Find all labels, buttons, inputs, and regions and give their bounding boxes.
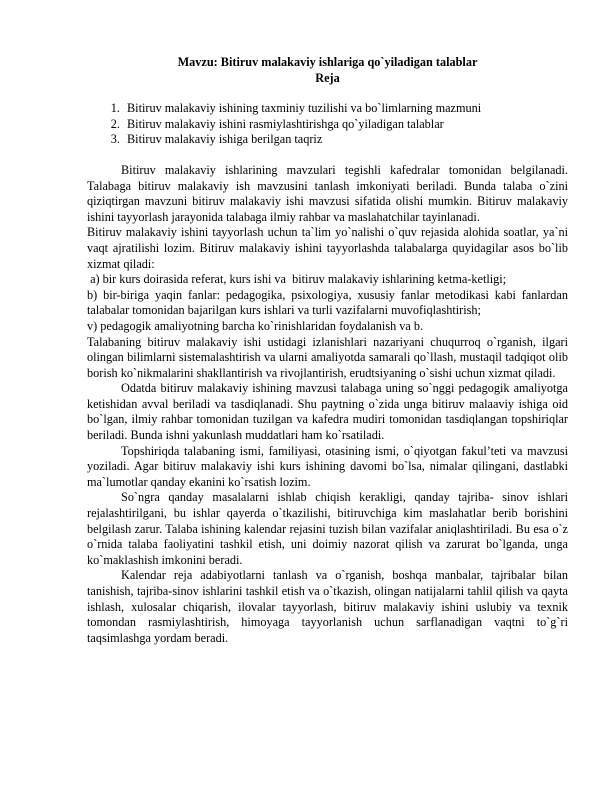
body-paragraph: Talabaning bitiruv malakaviy ishi ustidagi izlanishlari nazariyani chuqurroq o`rganish, ilgari olingan bilimlarni sistemalashtirish va ularni amaliyotda samarali qo`llash, mustaqil tadqiqot olib borish ko`nikmalarini shakllantirish va rivojlantirish, erudtsiyaning o`sishi uchun xizmat qiladi.	[87, 334, 568, 380]
body-paragraph: Topshiriqda talabaning ismi, familiyasi, otasining ismi, o`qiyotgan fakul’teti va mavzusi yoziladi. Agar bitiruv malakaviy ishi kurs ishining davomi bo`lsa, nimalar qilingani, dastlabki ma`lumotlar qanday ekanini ko`rsatish lozim.	[87, 443, 568, 489]
plan-item: 2. Bitiruv malakaviy ishini rasmiylashtirishga qo`yiladigan talablar	[123, 117, 568, 133]
document-title: Mavzu: Bitiruv malakaviy ishlariga qo`yiladigan talablar	[177, 55, 478, 69]
plan-item: 1. Bitiruv malakaviy ishining taxminiy tuzilishi va bo`limlarning mazmuni	[123, 101, 568, 117]
body-paragraph: So`ngra qanday masalalarni ishlab chiqish kerakligi, qanday tajriba- sinov ishlari rejalashtirilgani, bu ishlar qayerda o`tkazilishi, bitiruvchiga kim maslahatlar berib borishini belgilash zarur. Talaba ishining kalendar rejasini tuzish bilan vazifalar aniqlashtiriladi. Bu esa o`z o`rnida talaba faoliyatini tashkil etish, uni doimiy nazorat qilish va zarurat bo`lganda, unga ko`maklashish imkonini beradi.	[87, 490, 568, 567]
body-paragraph: Odatda bitiruv malakaviy ishining mavzusi talabaga uning so`nggi pedagogik amaliyotga ketishidan avval beriladi va tasdiqlanadi. Shu paytning o`zida unga bitiruv malaaviy ishiga oid bo`lgan, ilmiy rahbar tomonidan tuzilgan va kafedra mudiri tomonidan tasdiqlangan topshiriqlar beriladi. Bunda ishni yakunlash muddatlari ham ko`rsatiladi.	[87, 381, 568, 443]
body-paragraph: Bitiruv malakaviy ishlarining mavzulari tegishli kafedralar tomonidan belgilanadi. Talabaga bitiruv malakaviy ish mavzusini tanlash imkoniyati beriladi. Bunda talaba o`zini qiziqtirgan mavzuni bitiruv malakaviy ishi mavzusi sifatida olishi mumkin. Bitiruv malakaviy ishini tayyorlash jarayonida talabaga ilmiy rahbar va maslahatchilar tayinlanadi.	[87, 162, 568, 224]
body-paragraph: Bitiruv malakaviy ishini tayyorlash uchun ta`lim yo`nalishi o`quv rejasida alohida soatlar, ya`ni vaqt ajratilishi lozim. Bitiruv malakaviy ishini tayyorlashda talabalarga quyidagilar asos bo`lib xizmat qiladi:	[87, 225, 568, 271]
list-paragraph-v: v) pedagogik amaliyotning barcha ko`rinishlaridan foydalanish va b.	[87, 318, 424, 333]
plan-item: 3. Bitiruv malakaviy ishiga berilgan taqriz	[123, 132, 568, 148]
list-paragraph-b: b) bir-biriga yaqin fanlar: pedagogika, psixologiya, xususiy fanlar metodikasi kabi fanlardan talabalar tomonidan bajarilgan kurs ishlari va turli vazifalarni muvofiqlashtirish;	[87, 287, 568, 318]
plan-heading: Reja	[315, 70, 340, 85]
list-paragraph-a: a) bir kurs doirasida referat, kurs ishi va bitiruv malakaviy ishlarining ketma-ketligi;	[87, 272, 507, 287]
body-paragraph: Kalendar reja adabiyotlarni tanlash va o`rganish, boshqa manbalar, tajribalar bilan tanishish, tajriba-sinov ishlarini tashkil etish va o`tkazish, olingan natijalarni tahlil qilish va qayta ishlash, xulosalar chiqarish, ilovalar tayyorlash, bitiruv malakaviy ishini uslubiy va texnik tomondan rasmiylashtirish, himoyaga tayyorlanish uchun sarflanadigan vaqtni to`g`ri taqsimlashga yordam beradi.	[87, 568, 568, 645]
plan-list	[87, 101, 568, 148]
